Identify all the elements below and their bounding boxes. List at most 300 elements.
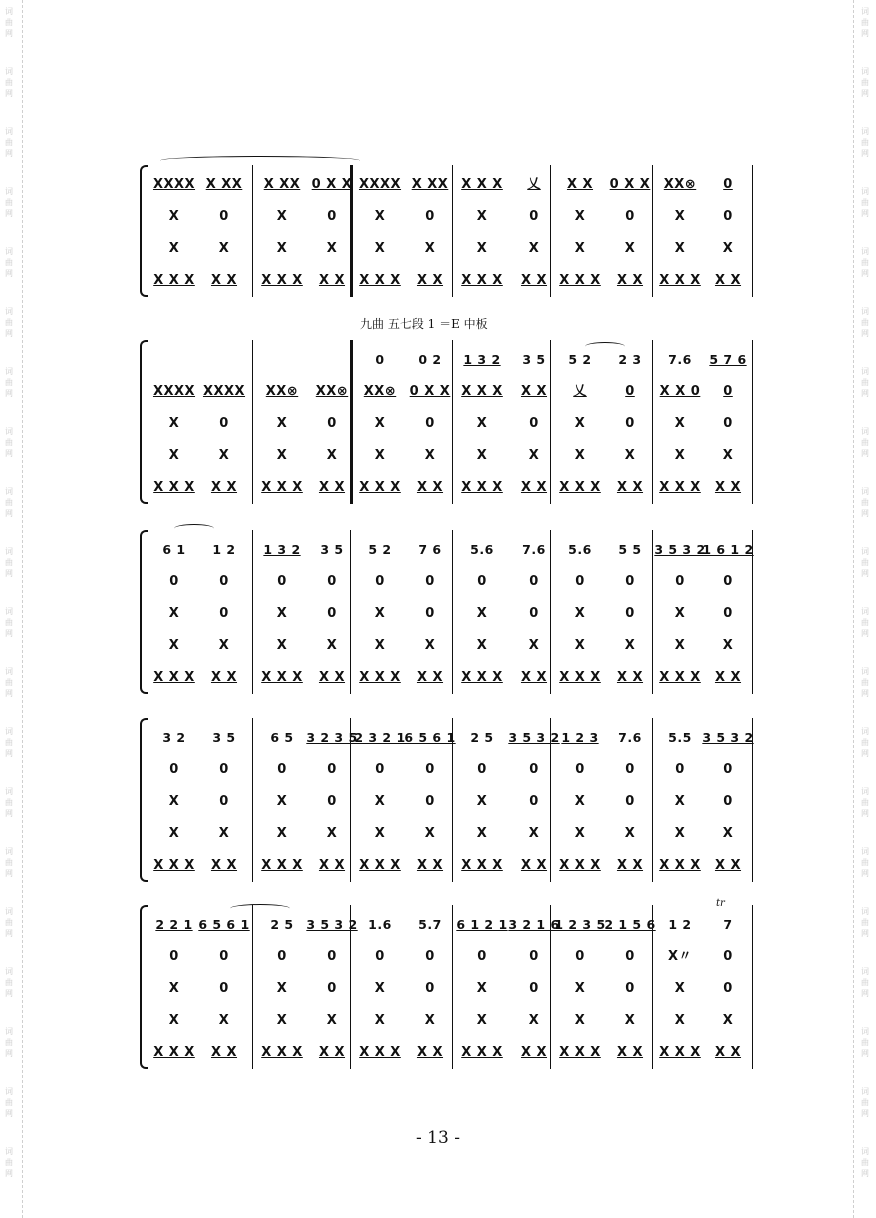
score-row: [140, 205, 756, 229]
watermark-mark: 词 曲 网: [5, 307, 13, 338]
score-note: 3 2: [162, 730, 186, 745]
score-note: X: [276, 209, 288, 224]
score-note: X: [674, 448, 686, 463]
score-note: X X X: [659, 858, 701, 873]
score-note: 0: [425, 949, 435, 964]
score-note: X: [374, 1013, 386, 1028]
score-note: 0: [723, 209, 733, 224]
score-note: 乂: [573, 384, 587, 399]
score-note: X: [528, 826, 540, 841]
watermark-mark: 词 曲 网: [5, 1027, 13, 1058]
score-note: 0: [327, 574, 337, 589]
score-note: 0 X X: [609, 177, 651, 192]
score-note: 0: [375, 949, 385, 964]
score-note: 0: [219, 949, 229, 964]
watermark-mark: 词 曲 网: [5, 67, 13, 98]
score-note: X: [168, 241, 180, 256]
score-note: X: [276, 448, 288, 463]
score-note: 3 5: [320, 542, 344, 557]
score-note: XXXX: [202, 384, 246, 399]
score-note: 0 X X: [311, 177, 353, 192]
score-note: X: [476, 1013, 488, 1028]
score-note: X X: [520, 1045, 548, 1060]
score-note: X: [674, 981, 686, 996]
score-note: X X: [714, 858, 742, 873]
watermark-mark: 词 曲 网: [5, 247, 13, 278]
score-note: 0: [625, 762, 635, 777]
score-note: X: [374, 209, 386, 224]
score-note: XX⊗: [265, 384, 299, 399]
score-note: 1.6: [368, 917, 392, 932]
score-note: 0: [723, 574, 733, 589]
score-note: X: [624, 241, 636, 256]
watermark-mark: 词 曲 网: [5, 427, 13, 458]
score-note: X X: [520, 670, 548, 685]
score-note: X X: [616, 273, 644, 288]
score-note: 0: [219, 762, 229, 777]
score-note: X: [476, 826, 488, 841]
score-note: X: [276, 794, 288, 809]
score-note: X: [168, 981, 180, 996]
score-note: 0: [277, 949, 287, 964]
score-note: X: [276, 638, 288, 653]
score-note: 0: [625, 606, 635, 621]
trill-mark: tr: [716, 898, 725, 909]
score-note: X X: [616, 858, 644, 873]
score-note: X: [326, 826, 338, 841]
score-note: X X X: [359, 1045, 401, 1060]
score-note: X X: [318, 670, 346, 685]
score-note: X X: [416, 858, 444, 873]
watermark-mark: 词 曲 网: [5, 667, 13, 698]
score-note: 7.6: [522, 542, 546, 557]
score-note: X: [674, 638, 686, 653]
score-note: X X: [416, 1045, 444, 1060]
slur-mark: [230, 904, 290, 913]
score-note: X: [374, 981, 386, 996]
score-note: X: [276, 826, 288, 841]
score-row: [140, 726, 756, 750]
score-note: 1 3 2: [263, 542, 301, 557]
score-note: 0: [675, 762, 685, 777]
score-note: 1 2 3 5: [554, 917, 606, 932]
score-note: 0: [529, 949, 539, 964]
score-note: X X X: [261, 273, 303, 288]
score-note: X X: [566, 177, 594, 192]
watermark-mark: 词 曲 网: [861, 7, 869, 38]
score-note: 0: [477, 949, 487, 964]
score-note: X X X: [261, 480, 303, 495]
score-note: X: [374, 606, 386, 621]
score-row: [140, 1041, 756, 1065]
score-note: 2 5: [270, 917, 294, 932]
score-note: X X: [616, 1045, 644, 1060]
score-note: 0: [425, 794, 435, 809]
score-note: 3 5: [522, 352, 546, 367]
watermark-mark: 词 曲 网: [861, 487, 869, 518]
score-note: 0: [277, 762, 287, 777]
score-note: X: [674, 209, 686, 224]
score-note: 0: [169, 949, 179, 964]
score-note: X: [722, 826, 734, 841]
score-note: 0: [529, 416, 539, 431]
score-note: X XX: [411, 177, 449, 192]
score-note: X X X: [461, 1045, 503, 1060]
score-row: [140, 348, 756, 372]
score-note: 0: [219, 209, 229, 224]
watermark-mark: 词 曲 网: [861, 667, 869, 698]
score-note: X X: [210, 1045, 238, 1060]
score-note: 3 5 3 2: [702, 730, 754, 745]
score-note: X: [476, 981, 488, 996]
score-note: 0: [219, 606, 229, 621]
score-note: X: [374, 826, 386, 841]
score-note: 0: [219, 416, 229, 431]
score-note: X: [476, 241, 488, 256]
score-note: 3 2 3 5: [306, 730, 358, 745]
score-note: 2 5: [470, 730, 494, 745]
score-note: X: [674, 1013, 686, 1028]
score-note: XX⊗: [363, 384, 397, 399]
score-note: 6 1: [162, 542, 186, 557]
score-note: X X: [416, 480, 444, 495]
score-row: [140, 570, 756, 594]
score-note: X: [218, 826, 230, 841]
watermark-mark: 词 曲 网: [5, 787, 13, 818]
watermark-mark: 词 曲 网: [5, 7, 13, 38]
score-row: [140, 945, 756, 969]
score-note: X: [528, 241, 540, 256]
score-note: 1 6 1 2: [702, 542, 754, 557]
score-row: [140, 1009, 756, 1033]
score-note: X: [674, 606, 686, 621]
watermark-mark: 词 曲 网: [861, 187, 869, 218]
score-note: X X: [210, 273, 238, 288]
score-note: X X: [714, 480, 742, 495]
score-note: X: [424, 826, 436, 841]
score-note: X X X: [359, 670, 401, 685]
score-note: 3 5: [212, 730, 236, 745]
score-note: XXXX: [358, 177, 402, 192]
score-note: 0 X X: [409, 384, 451, 399]
score-note: 0: [723, 606, 733, 621]
score-row: [140, 602, 756, 626]
score-note: X: [574, 606, 586, 621]
tempo-header: 九曲 五七段 1 ＝E 中板: [360, 317, 488, 331]
score-note: X: [168, 448, 180, 463]
score-note: 0: [625, 949, 635, 964]
score-note: X X X: [153, 858, 195, 873]
watermark-mark: 词 曲 网: [861, 307, 869, 338]
score-note: 0: [723, 416, 733, 431]
score-note: X: [424, 638, 436, 653]
score-note: 2 3: [618, 352, 642, 367]
score-note: X: [218, 1013, 230, 1028]
score-note: X X X: [659, 273, 701, 288]
score-note: 乂: [527, 177, 541, 192]
score-note: X: [624, 1013, 636, 1028]
score-note: X: [476, 794, 488, 809]
score-note: X X X: [659, 1045, 701, 1060]
watermark-mark: 词 曲 网: [861, 1087, 869, 1118]
score-note: X XX: [205, 177, 243, 192]
score-note: 1 3 2: [463, 352, 501, 367]
score-note: 0: [625, 209, 635, 224]
score-row: [140, 173, 756, 197]
score-note: 0: [327, 762, 337, 777]
score-note: X: [168, 1013, 180, 1028]
score-note: 0: [723, 794, 733, 809]
score-note: 5.6: [470, 542, 494, 557]
score-note: X X: [318, 273, 346, 288]
score-note: 5.7: [418, 917, 442, 932]
score-note: X X: [318, 480, 346, 495]
score-note: XX⊗: [315, 384, 349, 399]
score-system: [140, 165, 756, 297]
score-note: 3 5 3 2: [508, 730, 560, 745]
score-note: 0: [327, 606, 337, 621]
watermark-mark: 词 曲 网: [861, 907, 869, 938]
score-note: X X: [520, 384, 548, 399]
score-note: X: [574, 1013, 586, 1028]
score-note: 0: [625, 981, 635, 996]
score-note: X: [168, 416, 180, 431]
score-row: [140, 538, 756, 562]
score-note: 0: [425, 981, 435, 996]
score-note: 0: [625, 574, 635, 589]
score-note: X: [574, 981, 586, 996]
score-note: 0: [327, 949, 337, 964]
score-note: X: [722, 638, 734, 653]
score-note: 1 2 3: [561, 730, 599, 745]
score-row: [140, 977, 756, 1001]
score-note: X: [276, 606, 288, 621]
score-note: X: [674, 794, 686, 809]
score-note: 0: [529, 574, 539, 589]
score-note: X XX: [263, 177, 301, 192]
score-row: [140, 476, 756, 500]
score-note: X: [528, 638, 540, 653]
score-note: X X X: [559, 858, 601, 873]
score-note: X X X: [461, 480, 503, 495]
score-note: 0: [327, 981, 337, 996]
score-note: 5.5: [668, 730, 692, 745]
score-note: 0: [169, 762, 179, 777]
score-note: 0: [425, 574, 435, 589]
score-note: X X X: [659, 480, 701, 495]
score-note: 3 2 1 6: [508, 917, 560, 932]
score-note: 0: [277, 574, 287, 589]
score-note: X: [326, 1013, 338, 1028]
watermark-mark: 词 曲 网: [5, 367, 13, 398]
score-note: 5 5: [618, 542, 642, 557]
score-note: X: [218, 241, 230, 256]
score-note: X X: [714, 273, 742, 288]
watermark-mark: 词 曲 网: [861, 247, 869, 278]
score-note: X: [574, 448, 586, 463]
score-note: X: [476, 416, 488, 431]
score-note: X: [326, 241, 338, 256]
score-note: X X: [318, 858, 346, 873]
score-note: X X X: [261, 1045, 303, 1060]
score-row: [140, 758, 756, 782]
score-note: 0: [375, 762, 385, 777]
score-row: [140, 412, 756, 436]
score-note: 0: [575, 574, 585, 589]
score-note: 6 1 2 1: [456, 917, 508, 932]
slur-mark: [160, 156, 360, 165]
score-note: X X X: [261, 670, 303, 685]
score-note: 0: [219, 981, 229, 996]
score-row: [140, 822, 756, 846]
score-note: X X X: [153, 480, 195, 495]
score-note: X X X: [461, 858, 503, 873]
score-note: X X X: [359, 480, 401, 495]
score-note: 0: [529, 794, 539, 809]
score-note: X X X: [153, 273, 195, 288]
score-note: X: [326, 448, 338, 463]
score-row: [140, 666, 756, 690]
score-note: X: [424, 1013, 436, 1028]
score-note: 5 7 6: [709, 352, 747, 367]
score-row: [140, 269, 756, 293]
score-note: X X X: [559, 480, 601, 495]
score-note: X X X: [461, 384, 503, 399]
watermark-mark: 词 曲 网: [5, 967, 13, 998]
score-note: X: [374, 794, 386, 809]
score-note: 1 2: [212, 542, 236, 557]
score-note: X: [574, 826, 586, 841]
score-note: 0: [575, 762, 585, 777]
score-note: X: [168, 826, 180, 841]
score-note: X: [624, 826, 636, 841]
score-note: X X X: [559, 273, 601, 288]
score-note: X X X: [559, 670, 601, 685]
score-note: X X X: [559, 1045, 601, 1060]
watermark-mark: 词 曲 网: [5, 607, 13, 638]
watermark-mark: 词 曲 网: [861, 127, 869, 158]
score-note: X: [722, 1013, 734, 1028]
score-note: 2 1 5 6: [604, 917, 656, 932]
score-note: 0: [219, 794, 229, 809]
slur-mark: [585, 342, 625, 351]
watermark-mark: 词 曲 网: [5, 907, 13, 938]
score-note: X X: [714, 1045, 742, 1060]
score-note: 0: [675, 574, 685, 589]
score-note: 0: [625, 384, 635, 399]
score-note: 0: [723, 762, 733, 777]
score-note: X〃: [667, 949, 693, 964]
score-note: X: [674, 416, 686, 431]
score-note: 0: [575, 949, 585, 964]
score-row: [140, 634, 756, 658]
score-note: X: [722, 241, 734, 256]
score-note: X: [574, 241, 586, 256]
score-note: X X X: [261, 858, 303, 873]
watermark-mark: 词 曲 网: [5, 547, 13, 578]
score-note: 0: [375, 574, 385, 589]
score-row: [140, 444, 756, 468]
score-note: X X X: [359, 858, 401, 873]
score-note: X: [424, 448, 436, 463]
score-note: 7 6: [418, 542, 442, 557]
score-note: 6 5 6 1: [404, 730, 456, 745]
score-note: X X: [318, 1045, 346, 1060]
score-system: [140, 718, 756, 882]
score-note: X: [218, 638, 230, 653]
score-note: 0: [219, 574, 229, 589]
watermark-mark: 词 曲 网: [861, 607, 869, 638]
score-note: 3 5 3 2: [654, 542, 706, 557]
score-note: 0: [529, 209, 539, 224]
score-note: X: [218, 448, 230, 463]
score-note: 5 2: [568, 352, 592, 367]
score-note: 2 2 1: [155, 917, 193, 932]
score-note: 0: [723, 177, 733, 192]
score-note: 0: [477, 762, 487, 777]
score-note: X: [574, 209, 586, 224]
watermark-mark: 词 曲 网: [861, 1027, 869, 1058]
score-row: [140, 237, 756, 261]
score-note: 0: [477, 574, 487, 589]
score-note: 0: [529, 606, 539, 621]
score-note: 5 2: [368, 542, 392, 557]
score-note: 0: [625, 416, 635, 431]
score-note: XX⊗: [663, 177, 697, 192]
score-note: 5.6: [568, 542, 592, 557]
score-note: X X: [520, 858, 548, 873]
score-note: 0: [375, 352, 385, 367]
score-note: 3 5 3 2: [306, 917, 358, 932]
watermark-mark: 词 曲 网: [861, 727, 869, 758]
watermark-mark: 词 曲 网: [5, 1087, 13, 1118]
score-note: 0 2: [418, 352, 442, 367]
score-note: X X 0: [659, 384, 701, 399]
score-note: X: [574, 638, 586, 653]
score-note: X: [528, 1013, 540, 1028]
watermark-mark: 词 曲 网: [861, 547, 869, 578]
score-note: 7.6: [618, 730, 642, 745]
score-note: X X: [616, 480, 644, 495]
score-note: 0: [327, 209, 337, 224]
watermark-mark: 词 曲 网: [861, 967, 869, 998]
score-row: [140, 790, 756, 814]
score-note: X X: [210, 858, 238, 873]
score-note: X X X: [153, 1045, 195, 1060]
score-note: X X X: [359, 273, 401, 288]
score-note: X: [168, 606, 180, 621]
score-row: [140, 854, 756, 878]
watermark-mark: 词 曲 网: [5, 187, 13, 218]
score-note: X X: [210, 480, 238, 495]
score-note: X X: [616, 670, 644, 685]
score-note: X: [276, 416, 288, 431]
score-note: X: [476, 209, 488, 224]
score-note: 6 5: [270, 730, 294, 745]
score-note: X: [574, 794, 586, 809]
score-note: X: [374, 241, 386, 256]
score-note: X: [476, 606, 488, 621]
watermark-mark: 词 曲 网: [861, 1147, 869, 1178]
watermark-mark: 词 曲 网: [5, 127, 13, 158]
score-note: X: [624, 448, 636, 463]
score-note: X: [424, 241, 436, 256]
score-note: 0: [169, 574, 179, 589]
score-note: X X X: [659, 670, 701, 685]
watermark-mark: 词 曲 网: [861, 67, 869, 98]
score-note: X X: [520, 480, 548, 495]
slur-mark: [174, 524, 214, 533]
